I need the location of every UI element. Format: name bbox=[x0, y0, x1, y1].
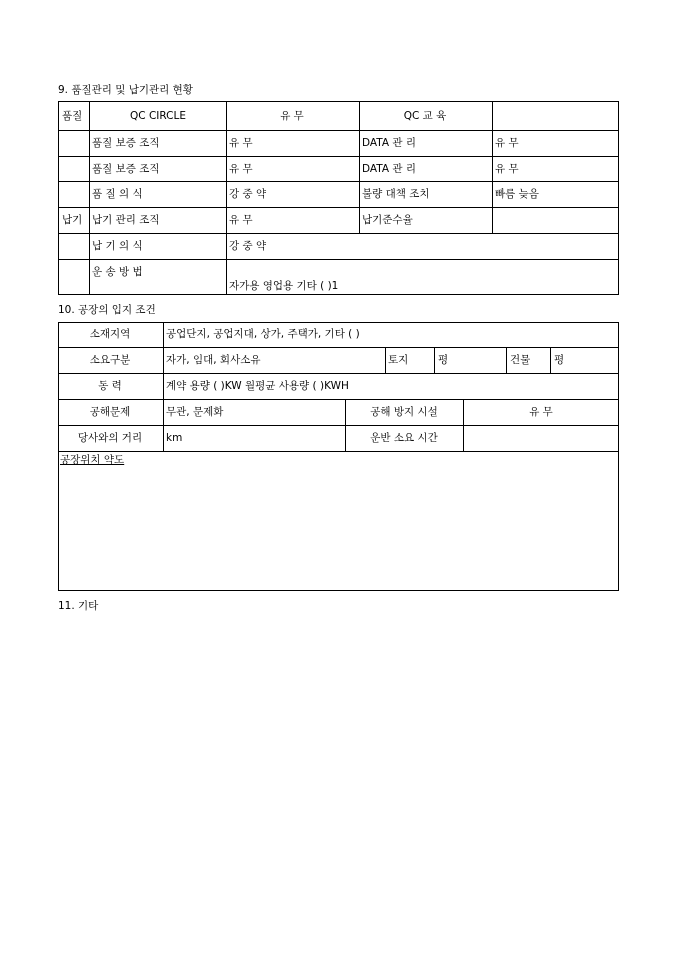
column-divider bbox=[506, 347, 507, 373]
delivery-management-org-label: 납기 관리 조직 bbox=[92, 214, 160, 226]
pollution-prevention-value: 유 무 bbox=[529, 406, 553, 418]
delivery-awareness-label: 납 기 의 식 bbox=[92, 240, 143, 252]
factory-location-sketch-label: 공장위치 약도 bbox=[60, 454, 125, 466]
row-divider bbox=[58, 425, 618, 426]
pollution-prevention-label: 공해 방지 시설 bbox=[370, 406, 438, 418]
quality-awareness-value: 강 중 약 bbox=[229, 188, 267, 200]
delivery-compliance-label: 납기준수율 bbox=[362, 214, 413, 226]
quality-awareness-label: 품 질 의 식 bbox=[92, 188, 143, 200]
quality-assurance-org-value: 유 무 bbox=[229, 137, 253, 149]
row-divider bbox=[58, 259, 618, 260]
data-management-value: 유 무 bbox=[495, 163, 519, 175]
row-divider bbox=[58, 451, 618, 452]
distance-label: 당사와의 거리 bbox=[77, 432, 143, 444]
location-label: 소재지역 bbox=[89, 328, 131, 340]
qc-circle-label: QC CIRCLE bbox=[130, 110, 186, 122]
ownership-value: 자가, 임대, 회사소유 bbox=[166, 354, 261, 366]
quality-delivery-table bbox=[58, 101, 618, 295]
qc-circle-value: 유 무 bbox=[280, 110, 304, 122]
row-divider bbox=[58, 156, 618, 157]
delivery-awareness-value: 강 중 약 bbox=[229, 240, 267, 252]
transport-method-value: 자가용 영업용 기타 ( )1 bbox=[229, 280, 339, 292]
building-unit: 평 bbox=[554, 354, 565, 366]
quality-assurance-org-value: 유 무 bbox=[229, 163, 253, 175]
factory-location-table bbox=[58, 322, 618, 591]
building-label: 건물 bbox=[510, 354, 531, 366]
column-divider bbox=[163, 322, 164, 451]
section-9-title: 9. 품질관리 및 납기관리 현황 bbox=[58, 84, 193, 96]
land-label: 토지 bbox=[388, 354, 409, 366]
row-divider bbox=[58, 207, 618, 208]
row-divider bbox=[58, 347, 618, 348]
defect-countermeasure-value: 빠름 늦음 bbox=[495, 188, 539, 200]
land-unit: 평 bbox=[438, 354, 449, 366]
defect-countermeasure-label: 불량 대책 조치 bbox=[362, 188, 430, 200]
column-divider bbox=[385, 347, 386, 373]
row-divider bbox=[58, 399, 618, 400]
row-divider bbox=[58, 130, 618, 131]
quality-assurance-org-label: 품질 보증 조직 bbox=[92, 163, 160, 175]
section-11-title: 11. 기타 bbox=[58, 600, 99, 612]
delivery-label: 납기 bbox=[62, 214, 83, 226]
data-management-label: DATA 관 리 bbox=[362, 163, 417, 175]
table-border bbox=[58, 322, 619, 591]
row-divider bbox=[58, 181, 618, 182]
data-management-value: 유 무 bbox=[495, 137, 519, 149]
transport-method-label: 운 송 방 법 bbox=[92, 266, 143, 278]
qc-education-label: QC 교 육 bbox=[403, 110, 447, 122]
column-divider bbox=[345, 399, 346, 451]
transport-time-label: 운반 소요 시간 bbox=[370, 432, 438, 444]
data-management-label: DATA 관 리 bbox=[362, 137, 417, 149]
power-value: 계약 용량 ( )KW 월평균 사용량 ( )KWH bbox=[166, 380, 349, 392]
pollution-issue-value: 무관, 문제화 bbox=[166, 406, 224, 418]
distance-value: km bbox=[166, 432, 183, 444]
quality-assurance-org-label: 품질 보증 조직 bbox=[92, 137, 160, 149]
section-10-title: 10. 공장의 입지 조건 bbox=[58, 304, 156, 316]
column-divider bbox=[492, 101, 493, 233]
column-divider bbox=[226, 101, 227, 295]
column-divider bbox=[89, 101, 90, 295]
pollution-issue-label: 공해문제 bbox=[89, 406, 131, 418]
column-divider bbox=[550, 347, 551, 373]
column-divider bbox=[434, 347, 435, 373]
ownership-label: 소요구분 bbox=[89, 354, 131, 366]
quality-label: 품질 bbox=[62, 110, 83, 122]
row-divider bbox=[58, 233, 618, 234]
column-divider bbox=[359, 101, 360, 233]
row-divider bbox=[58, 373, 618, 374]
power-label: 동 력 bbox=[98, 380, 122, 392]
column-divider bbox=[463, 399, 464, 451]
delivery-management-org-value: 유 무 bbox=[229, 214, 253, 226]
location-value: 공업단지, 공업지대, 상가, 주택가, 기타 ( ) bbox=[166, 328, 360, 340]
